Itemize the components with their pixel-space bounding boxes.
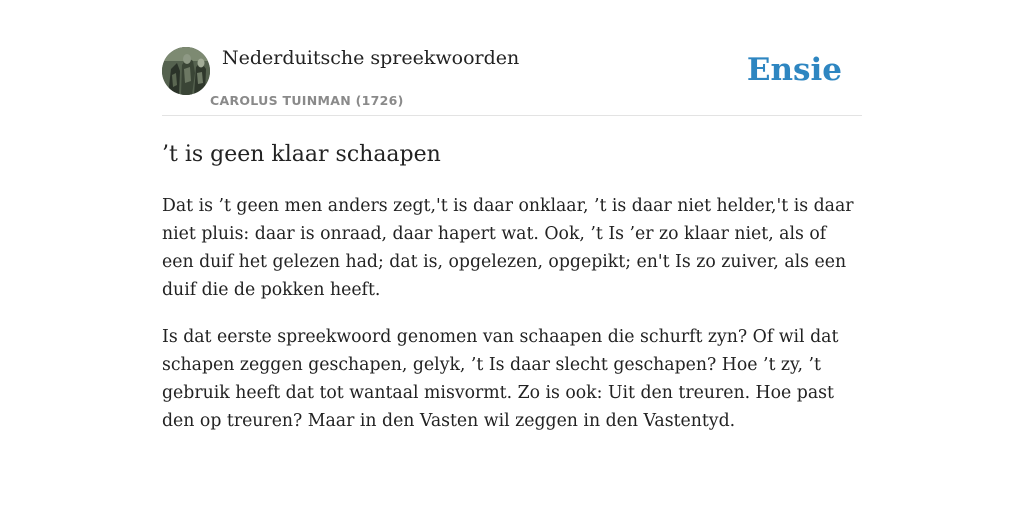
statue-image bbox=[162, 47, 210, 95]
entry-paragraph: Dat is ’t geen men anders zegt,'t is daar onklaar, ’t is daar niet helder,'t is daar niet pluis: daar is onraad, daar hapert wat. Ook, ’t Is ’er zo klaar niet, als of een duif het gelezen had; dat is, opgelezen, opgepikt; en't Is zo zuiver, als een duif die de pokken heeft. bbox=[162, 196, 854, 300]
brand-logo[interactable]: Ensie bbox=[746, 52, 842, 88]
source-author[interactable]: CAROLUS TUINMAN (1726) bbox=[210, 93, 404, 108]
source-title[interactable]: Nederduitsche spreekwoorden bbox=[222, 47, 520, 69]
entry-paragraph: Is dat eerste spreekwoord genomen van schaapen die schurft zyn? Of wil dat schapen zeggen geschapen, gelyk, ’t Is daar slecht geschapen? Hoe ’t zy, ’t gebruik heeft dat tot wantaal misvormt. Zo is ook: Uit den treuren. Hoe past den op treuren? Maar in den Vasten wil zeggen in den Vastentyd. bbox=[162, 327, 839, 431]
author-avatar[interactable] bbox=[162, 47, 210, 95]
entry-card bbox=[162, 0, 862, 431]
entry-title: ’t is geen klaar schaapen bbox=[162, 142, 441, 167]
source-header bbox=[162, 0, 862, 116]
